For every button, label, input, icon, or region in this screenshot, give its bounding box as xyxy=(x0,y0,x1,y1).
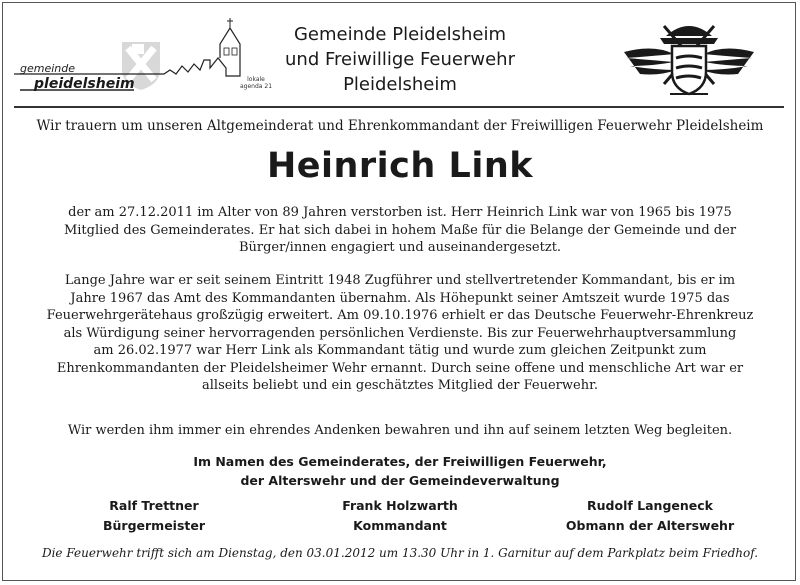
paragraph-line: Wir werden ihm immer ein ehrendes Andenken bewahren und ihn auf seinem letzten Weg begleiten. xyxy=(67,423,733,438)
paragraph-line: Jahre 1967 das Amt des Kommandanten übernahm. Als Höhepunkt seiner Amtszeit wurde 1975 das xyxy=(70,290,730,306)
signer-veterans-head xyxy=(530,496,770,536)
header-divider xyxy=(14,106,784,108)
municipality-logo xyxy=(14,14,274,100)
footer-note: Die Feuerwehr trifft sich am Dienstag, den 03.01.2012 um 13.30 Uhr in 1. Garnitur auf dem Parkplatz beim Friedhof. xyxy=(41,546,759,560)
fire-brigade-emblem-icon xyxy=(604,14,774,102)
signoff-line-1: Im Namen des Gemeinderates, der Freiwilligen Feuerwehr, xyxy=(193,454,607,469)
paragraph-line: Lange Jahre war er seit seinem Eintritt 1948 Zugführer und stellvertretender Kommandant, bis er im xyxy=(64,273,736,288)
paragraph-line: Feuerwehrgerätehaus großzügig erweitert. Am 09.10.1976 erhielt er das Deutsche Feuerwehr-Ehrenkreuz xyxy=(46,308,754,323)
paragraph-line: Ehrenkommandanten der Pleidelsheimer Wehr ernannt. Durch seine offene und menschliche Art war er xyxy=(56,360,744,376)
header-title-line-3: Pleidelsheim xyxy=(343,74,457,95)
paragraph-line: Mitglied des Gemeinderates. Er hat sich dabei in hohem Maße für die Belange der Gemeinde und der xyxy=(63,222,737,238)
logo-text-gemeinde: gemeinde xyxy=(20,62,76,75)
signer-name: Frank Holzwarth xyxy=(342,498,458,513)
header-title xyxy=(260,22,540,97)
paragraph-line: Bürger/innen engagiert und auseinandergesetzt. xyxy=(238,240,562,255)
logo-agenda-line-1: lokale xyxy=(247,76,265,83)
header-title-line-2: und Freiwillige Feuerwehr xyxy=(285,49,515,70)
signer-commander xyxy=(280,496,520,536)
paragraph-biography xyxy=(30,204,770,257)
paragraph-line: am 26.02.1977 war Herr Link als Kommandant tätig und wurde zum gleichen Zeitpunkt zum xyxy=(93,343,707,358)
header-title-line-1: Gemeinde Pleidelsheim xyxy=(293,24,507,45)
paragraph-line: als Würdigung seiner hervorragenden persönlichen Verdienste. Bis zur Feuerwehrhauptversammlung xyxy=(63,325,737,341)
signer-role: Obmann der Alterswehr xyxy=(565,518,735,533)
paragraph-remembrance xyxy=(30,422,770,440)
paragraph-fire-brigade xyxy=(30,272,770,395)
intro-text: Wir trauern um unseren Altgemeinderat und Ehrenkommandant der Freiwilligen Feuerwehr Pleidelsheim xyxy=(36,118,764,134)
signer-role: Bürgermeister xyxy=(102,518,206,533)
signer-mayor xyxy=(34,496,274,536)
deceased-name: Heinrich Link xyxy=(266,146,534,186)
paragraph-line: der am 27.12.2011 im Alter von 89 Jahren verstorben ist. Herr Heinrich Link war von 1965 bis 1975 xyxy=(68,205,732,220)
logo-text-pleidelsheim: pleidelsheim xyxy=(34,76,135,92)
signoff-block xyxy=(100,452,700,490)
signer-role: Kommandant xyxy=(353,518,447,533)
paragraph-line: allseits beliebt und ein geschätztes Mitglied der Feuerwehr. xyxy=(202,378,598,393)
signer-name: Ralf Trettner xyxy=(109,498,199,513)
logo-agenda-line-2: agenda 21 xyxy=(240,83,273,90)
signoff-line-2: der Alterswehr und der Gemeindeverwaltung xyxy=(240,473,560,488)
signer-name: Rudolf Langeneck xyxy=(587,498,713,513)
